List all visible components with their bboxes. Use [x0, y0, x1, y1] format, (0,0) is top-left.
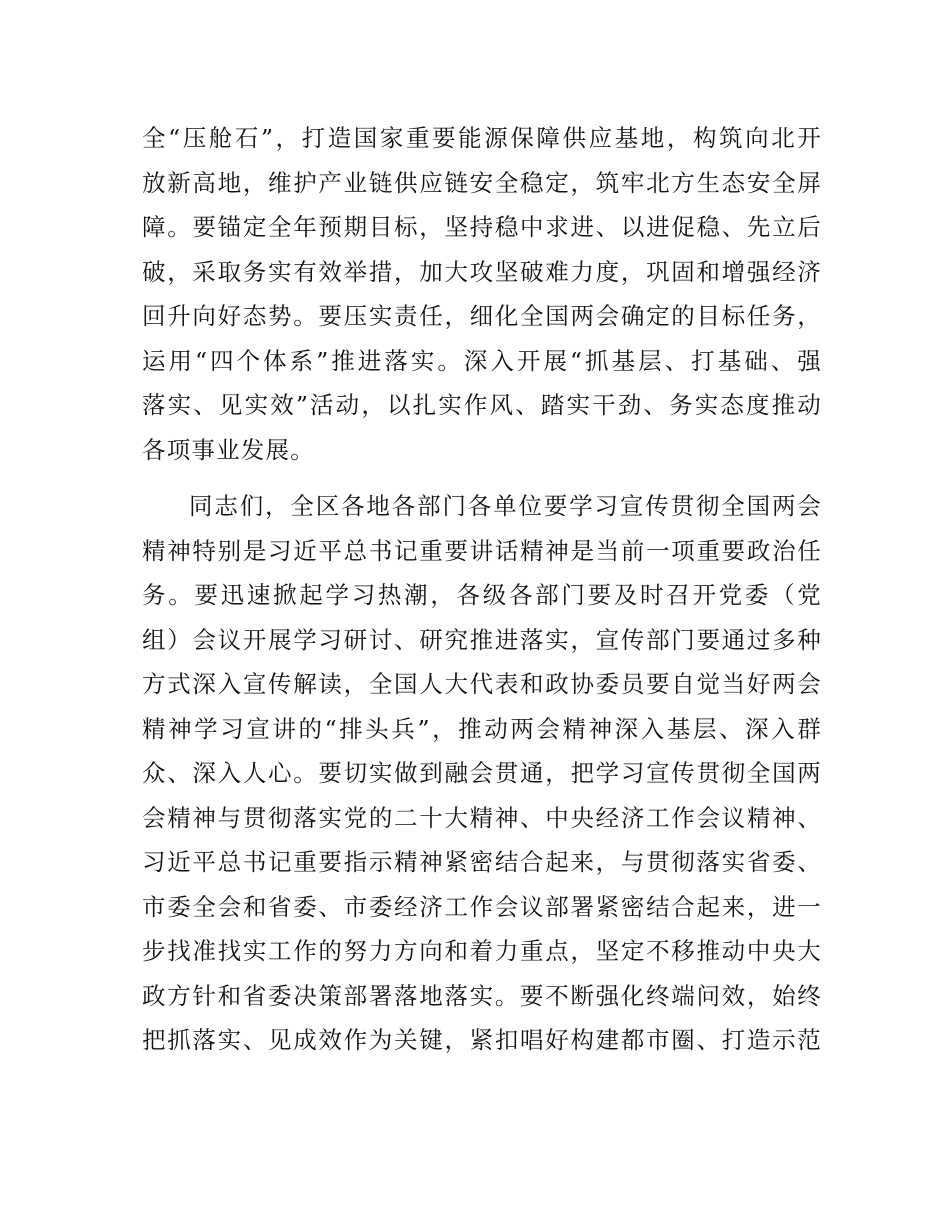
text-line: 精神特别是习近平总书记重要讲话精神是当前一项重要政治任	[142, 536, 822, 565]
text-line: 落实、见实效”活动，以扎实作风、踏实干劲、务实态度推动	[142, 391, 822, 419]
text-line: 务。要迅速掀起学习热潮，各级各部门要及时召开党委（党	[142, 581, 822, 609]
paragraph-2	[142, 484, 822, 1063]
text-line: 放新高地，维护产业链供应链安全稳定，筑牢北方生态安全屏	[142, 168, 822, 197]
text-line: 回升向好态势。要压实责任，细化全国两会确定的目标任务，	[142, 302, 822, 330]
text-line: 破，采取务实有效举措，加大攻坚破难力度，巩固和增强经济	[142, 257, 822, 286]
text-line: 障。要锚定全年预期目标，坚持稳中求进、以进促稳、先立后	[142, 213, 822, 241]
document-body	[142, 116, 822, 1063]
text-line: 组）会议开展学习研讨、研究推进落实，宣传部门要通过多种	[142, 625, 822, 654]
text-line: 同志们，全区各地各部门各单位要学习宣传贯彻全国两会	[189, 492, 822, 520]
text-line: 各项事业发展。	[142, 435, 315, 464]
paragraph-spacer	[142, 472, 822, 484]
text-line: 全“压舱石”，打造国家重要能源保障供应基地，构筑向北开	[142, 124, 822, 152]
text-line: 习近平总书记重要指示精神紧密结合起来，与贯彻落实省委、	[142, 848, 822, 876]
paragraph-1	[142, 116, 822, 472]
text-line: 方式深入宣传解读，全国人大代表和政协委员要自觉当好两会	[142, 670, 822, 698]
text-line: 把抓落实、见成效作为关键，紧扣唱好构建都市圈、打造示范	[142, 1026, 822, 1054]
text-line: 市委全会和省委、市委经济工作会议部署紧密结合起来，进一	[142, 892, 822, 921]
text-line: 运用“四个体系”推进落实。深入开展“抓基层、打基础、强	[142, 346, 822, 375]
text-line: 精神学习宣讲的“排头兵”，推动两会精神深入基层、深入群	[142, 714, 822, 743]
text-line: 会精神与贯彻落实党的二十大精神、中央经济工作会议精神、	[142, 803, 822, 832]
text-line: 步找准找实工作的努力方向和着力重点，坚定不移推动中央大	[142, 937, 822, 965]
text-line: 众、深入人心。要切实做到融会贯通，把学习宣传贯彻全国两	[142, 759, 822, 787]
text-line: 政方针和省委决策部署落地落实。要不断强化终端问效，始终	[142, 981, 822, 1010]
